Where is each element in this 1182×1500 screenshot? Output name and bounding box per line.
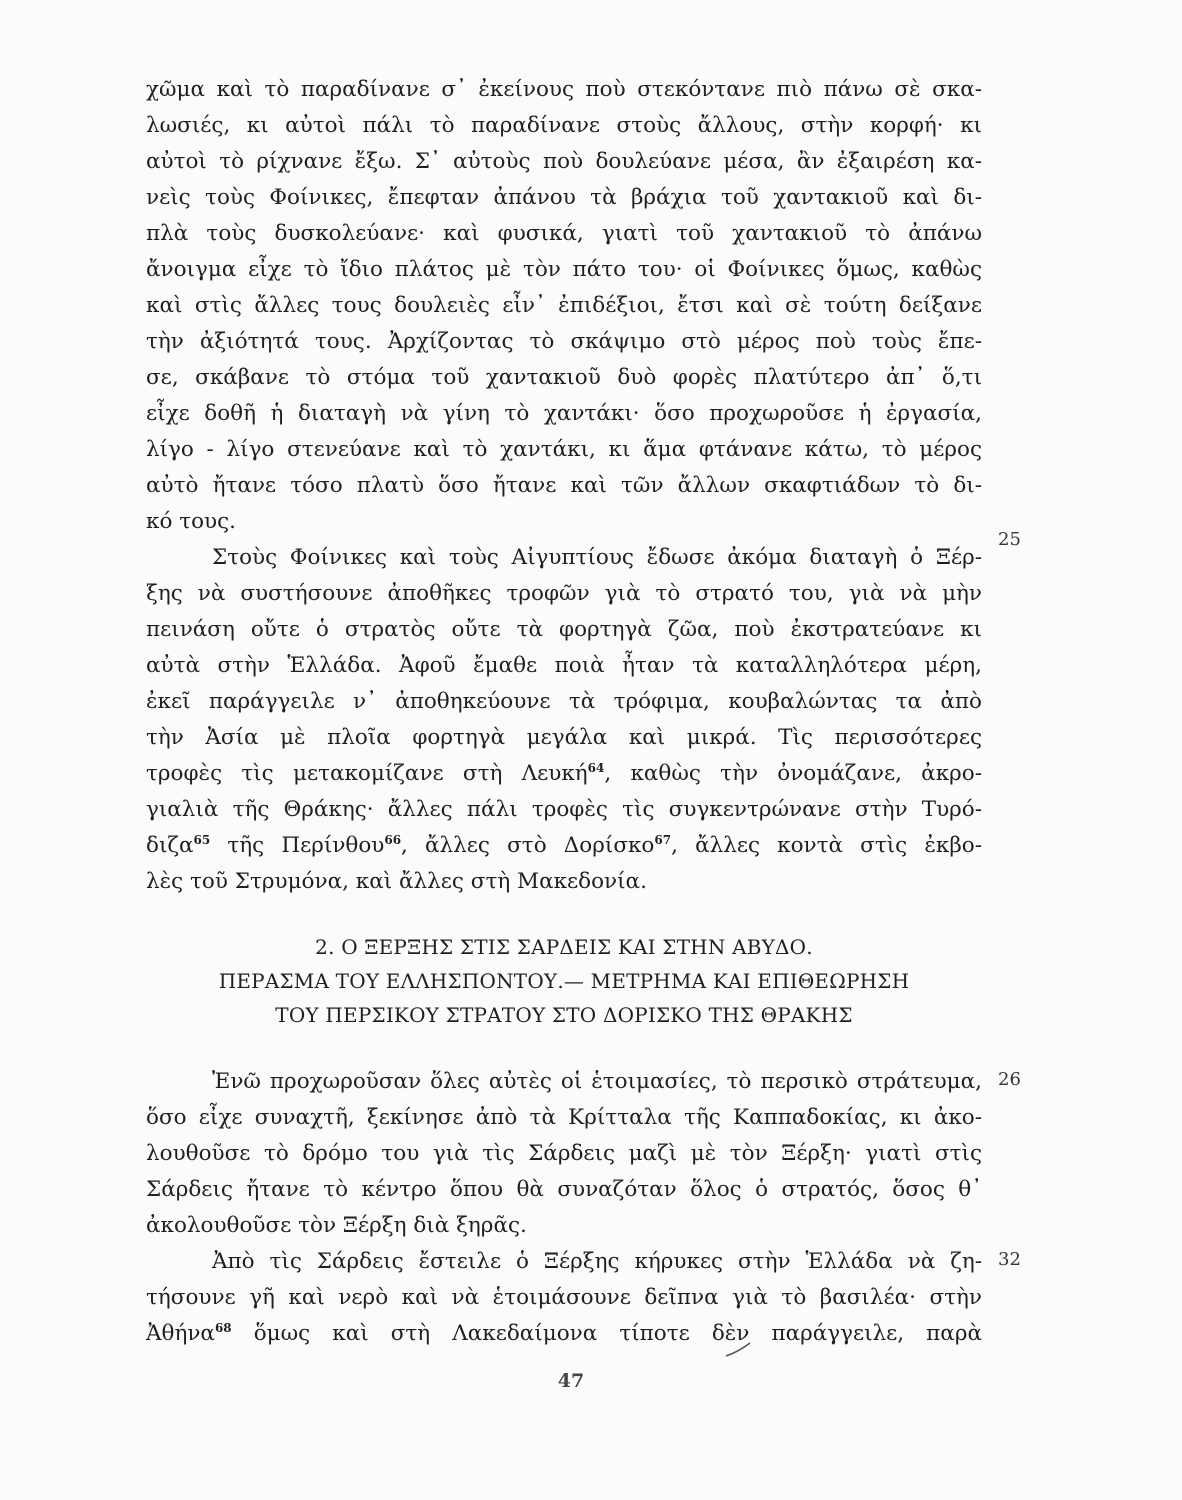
footnote-ref: 68: [214, 1321, 232, 1335]
text-line: τὴν ἀξιότητά τους. Ἀρχίζοντας τὸ σκάψιμο στὸ μέρος ποὺ τοὺς ἔπε-: [146, 329, 982, 354]
text-run: τροφὲς τὶς μετακομίζανε στὴ Λευκή: [146, 761, 588, 786]
text-line: γιαλιὰ τῆς Θράκης· ἄλλες πάλι τροφὲς τὶς συγκεντρώνανε στὴν Τυρό-: [146, 797, 982, 822]
text-line: πεινάση οὔτε ὁ στρατὸς οὔτε τὰ φορτηγὰ ζῶα, ποὺ ἐκστρατεύανε κι: [146, 617, 982, 642]
text-line: τὴν Ἀσία μὲ πλοῖα φορτηγὰ μεγάλα καὶ μικρά. Τὶς περισσότερες: [146, 725, 982, 750]
pen-mark: [724, 1340, 754, 1360]
text-line: καὶ στὶς ἄλλες τους δουλειὲς εἶν᾽ ἐπιδέξιοι, ἔτσι καὶ σὲ τούτη δείξανε: [146, 293, 982, 318]
text-line: Ἀπὸ τὶς Σάρδεις ἔστειλε ὁ Ξέρξης κήρυκες στὴν Ἑλλάδα νὰ ζη-: [212, 1249, 982, 1274]
text-line: [146, 756, 982, 792]
footnote-ref: 67: [654, 833, 672, 847]
text-run: τῆς Περίνθου: [210, 833, 385, 858]
text-line: ἄνοιγμα εἶχε τὸ ἴδιο πλάτος μὲ τὸν πάτο του· οἱ Φοίνικες ὅμως, καθὼς: [146, 257, 982, 282]
text-line: λὲς τοῦ Στρυμόνα, καὶ ἄλλες στὴ Μακεδονία.: [146, 869, 647, 894]
text-line: ξης νὰ συστήσουνε ἀποθῆκες τροφῶν γιὰ τὸ στρατό του, γιὰ νὰ μὴν: [146, 581, 982, 606]
section-number: 25: [998, 529, 1021, 550]
text-line: ἐκεῖ παράγγειλε ν᾽ ἀποθηκεύουνε τὰ τρόφιμα, κουβαλώντας τα ἀπὸ: [146, 689, 982, 714]
text-run: , ἄλλες στὸ Δορίσκο: [401, 833, 655, 858]
text-line: Στοὺς Φοίνικες καὶ τοὺς Αἰγυπτίους ἔδωσε ἀκόμα διαταγὴ ὁ Ξέρ-: [212, 545, 982, 570]
text-line: αὐτοὶ τὸ ρίχνανε ἔξω. Σ᾽ αὐτοὺς ποὺ δουλεύανε μέσα, ἂν ἐξαιρέση κα-: [146, 149, 982, 174]
footnote-ref: 66: [384, 833, 402, 847]
section-heading: ΠΕΡΑΣΜΑ ΤΟΥ ΕΛΛΗΣΠΟΝΤΟΥ.— ΜΕΤΡΗΜΑ ΚΑΙ ΕΠΙΘΕΩΡΗΣΗ: [218, 969, 910, 993]
text-line: Ἐνῶ προχωροῦσαν ὅλες αὐτὲς οἱ ἑτοιμασίες, τὸ περσικὸ στράτευμα,: [212, 1069, 982, 1094]
text-line: [146, 1316, 982, 1352]
section-number: 32: [998, 1249, 1021, 1270]
text-run: , ἄλλες κοντὰ στὶς ἐκβο-: [671, 833, 982, 858]
text-line: κό τους.: [146, 509, 236, 534]
footnote-ref: 65: [193, 833, 211, 847]
text-line: χῶμα καὶ τὸ παραδίνανε σ᾽ ἐκείνους ποὺ στεκόντανε πιὸ πάνω σὲ σκα-: [146, 77, 982, 102]
text-line: τήσουνε γῆ καὶ νερὸ καὶ νὰ ἑτοιμάσουνε δεῖπνα γιὰ τὸ βασιλέα· στὴν: [146, 1285, 982, 1310]
section-number: 26: [998, 1069, 1021, 1090]
text-line: εἶχε δοθῆ ἡ διαταγὴ νὰ γίνη τὸ χαντάκι· ὅσο προχωροῦσε ἡ ἐργασία,: [146, 401, 982, 426]
text-line: ὅσο εἶχε συναχτῆ, ξεκίνησε ἀπὸ τὰ Κρίτταλα τῆς Καππαδοκίας, κι ἀκο-: [146, 1105, 982, 1130]
text-line: ἀκολουθοῦσε τὸν Ξέρξη διὰ ξηρᾶς.: [146, 1213, 527, 1238]
text-line: λίγο - λίγο στενεύανε καὶ τὸ χαντάκι, κι ἅμα φτάνανε κάτω, τὸ μέρος: [146, 437, 982, 462]
text-run: ὅμως καὶ στὴ Λακεδαίμονα τίποτε δὲν παράγγειλε, παρὰ: [231, 1321, 982, 1346]
text-line: [146, 828, 982, 864]
footnote-ref: 64: [587, 761, 605, 775]
text-line: λωσιές, κι αὐτοὶ πάλι τὸ παραδίνανε στοὺς ἄλλους, στὴν κορφή· κι: [146, 113, 982, 138]
text-run: Ἀθήνα: [146, 1321, 215, 1346]
text-line: Σάρδεις ἤτανε τὸ κέντρο ὅπου θὰ συναζόταν ὅλος ὁ στρατός, ὅσος θ᾽: [146, 1177, 982, 1202]
text-line: αὐτὰ στὴν Ἑλλάδα. Ἀφοῦ ἔμαθε ποιὰ ἦταν τὰ καταλληλότερα μέρη,: [146, 653, 982, 678]
text-line: λουθοῦσε τὸ δρόμο του γιὰ τὶς Σάρδεις μαζὶ μὲ τὸν Ξέρξη· γιατὶ στὶς: [146, 1141, 982, 1166]
text-line: σε, σκάβανε τὸ στόμα τοῦ χαντακιοῦ δυὸ φορὲς πλατύτερο ἀπ᾽ ὅ,τι: [146, 365, 982, 390]
text-line: νεὶς τοὺς Φοίνικες, ἔπεφταν ἀπάνου τὰ βράχια τοῦ χαντακιοῦ καὶ δι-: [146, 185, 982, 210]
text-run: διζα: [146, 833, 194, 858]
text-run: , καθὼς τὴν ὀνομάζανε, ἀκρο-: [604, 761, 982, 786]
page-number: 47: [557, 1370, 585, 1392]
text-line: αὐτὸ ἤτανε τόσο πλατὺ ὅσο ἤτανε καὶ τῶν ἄλλων σκαφτιάδων τὸ δι-: [146, 473, 982, 498]
section-heading: 2. Ο ΞΕΡΞΗΣ ΣΤΙΣ ΣΑΡΔΕΙΣ ΚΑΙ ΣΤΗΝ ΑΒΥΔΟ.: [315, 935, 813, 959]
section-heading: ΤΟΥ ΠΕΡΣΙΚΟΥ ΣΤΡΑΤΟΥ ΣΤΟ ΔΟΡΙΣΚΟ ΤΗΣ ΘΡΑΚΗΣ: [275, 1003, 853, 1027]
text-line: πλὰ τοὺς δυσκολεύανε· καὶ φυσικά, γιατὶ τοῦ χαντακιοῦ τὸ ἀπάνω: [146, 221, 982, 246]
